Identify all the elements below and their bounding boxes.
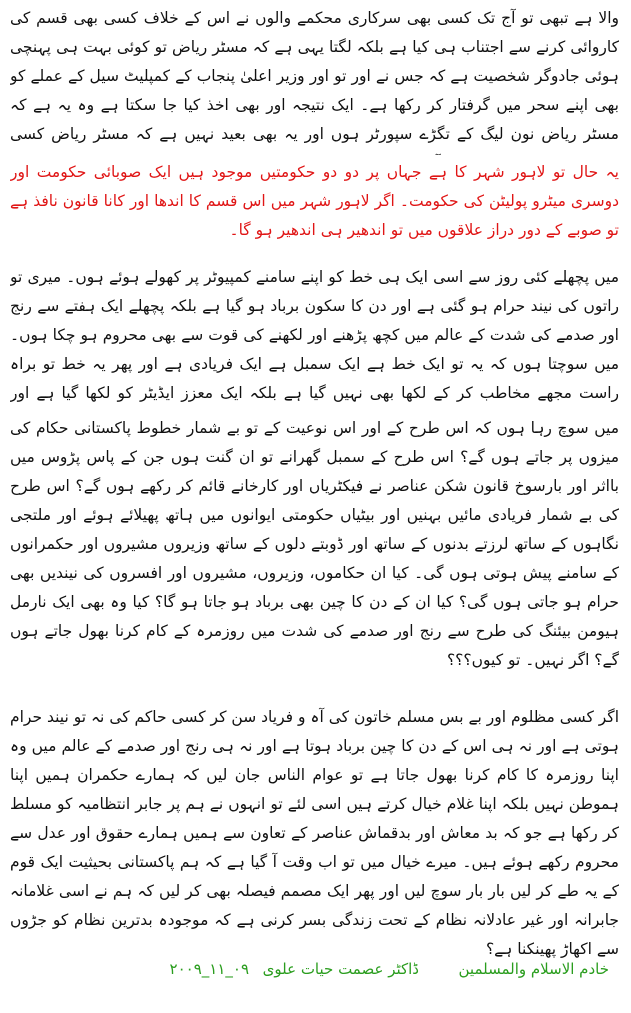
signature-line <box>92 960 631 986</box>
highlighted-paragraph: یہ حال تو لاہور شہر کا ہے جہاں پر دو دو حکومتیں موجود ہیں ایک صوبائی حکومت اور دوسری میٹرو پولیٹن کی حکومت۔ اگر لاہور شہر میں اس قسم کا اندھا اور کانا قانون نافذ ہے تو صوبے کے دور دراز علاقوں میں تو اندھیر ہی اندھیر ہو گا۔ <box>10 163 619 239</box>
paragraph-5: اگر کسی مظلوم اور بے بس مسلم خاتون کی آہ و فریاد سن کر کسی حاکم کی نہ تو نیند حرام ہوتی ہے اور نہ ہی اس کے دن کا چین برباد ہوتا ہے اور نہ ہی رنج اور صدمے کے عالم میں وہ اپنا روزمرہ کا کام کرنا بھول جاتا ہے تو عوام الناس جان لیں کہ ہمارے حکمران ہمیں اپنا ہموطن نہیں بلکہ اپنا غلام خیال کرتے ہیں اسی لئے تو انہوں نے ہم پر جابر انتظامیہ کو مسلط کر رکھا ہے جو کہ بد معاش اور بدقماش عناصر کے تعاون سے ہمیں ہمارے حقوق اور عدل سے محروم رکھے ہوئے ہیں۔ میرے خیال میں تو اب وقت آ گیا ہے کہ ہم پاکستانی بحیثیت ایک قوم کے یہ طے کر لیں بار بار سوچ لیں اور پھر ایک مصمم فیصلہ بھی کر لیں کہ ہم نے اسی غلامانہ جابرانہ اور غیر عادلانہ نظام کے تحت زندگی بسر کرنی ہے کہ موجودہ بدترین نظام کو جڑوں سے اکھاڑ پھینکنا ہے؟ <box>10 708 619 958</box>
paragraph-3: میں پچھلے کئی روز سے اسی ایک ہی خط کو اپنے سامنے کمپیوٹر پر کھولے ہوئے ہوں۔ میری تو راتوں کی نیند حرام ہو گئی ہے اور دن کا سکون برباد ہو گیا ہے بلکہ پچھلے ایک ہفتے سے رنج اور صدمے کی شدت کے عالم میں کچھ پڑھنے اور لکھنے کی قوت سے بھی محروم ہو چکا ہوں۔ میں سوچتا ہوں کہ یہ تو ایک خط ہے ایک سمبل ہے ایک فریادی ہے اور پھر یہ خط تو براہ راست مجھے مخاطب کر کے لکھا بھی نہیں گیا ہے بلکہ ایک معزز ایڈیٹر کو لکھا گیا ہے اور <box>10 268 619 402</box>
paragraph-1: والا ہے تبھی تو آج تک کسی بھی سرکاری محکمے والوں نے اس کے خلاف کسی بھی قسم کی کاروائی کرنے سے اجتناب ہی کیا ہے بلکہ لگتا یہی ہے کہ مسٹر ریاض تو کوئی بہت ہی پہنچی ہوئی جادوگر شخصیت ہے کہ جس نے اور تو اور وزیر اعلیٰ پنجاب کے کمپلیٹ سیل کے عملے کو بھی اپنے سحر میں گرفتار کر رکھا ہے۔ ایک نتیجہ اور بھی اخذ کیا جا سکتا ہے وہ یہ ہے کہ مسٹر ریاض نون لیگ کے تگڑے سپورٹر ہوں اور یہ بھی بعید نہیں ہے کہ مسٹر ریاض کسی <box>10 9 619 143</box>
signature-date: ۲۰۰۹_۱۱_۰۹ <box>169 960 249 978</box>
paragraph-4: میں سوچ رہا ہوں کہ اس طرح کے اور اس نوعیت کے تو بے شمار خطوط پاکستانی حکام کی میزوں پر جاتے ہوں گے؟ اس طرح کے سمبل گھرانے تو ان گنت ہوں جن کے پاس پڑوس میں بااثر اور بارسوخ قانون شکن عناصر نے فیکٹریاں اور کارخانے قائم کر رکھے ہوں گے؟ اس طرح کی بے شمار فریادی مائیں بہنیں اور بیٹیاں حکومتی ایوانوں میں ہاتھ پھیلائے ہوئے اور ملتجی نگاہوں کے ساتھ لرزتے بدنوں کے ساتھ اور ڈوبتے دلوں کے ساتھ وزیروں مشیروں اور حکمرانوں کے سامنے پیش ہوتی ہوں گی۔ کیا ان حکاموں، وزیروں، مشیروں اور افسروں کی نیندیں بھی حرام ہو جاتی ہوں گی؟ کیا ان کے دن کا چین بھی برباد ہو جاتا ہو گا؟ کیا وہ بھی ایک نارمل ہیومن بیئنگ کی طرح سے رنج اور صدمے کی شدت میں روزمرہ کے کام کرنا بھول جاتے ہوں گے؟ اگر نہیں۔ تو کیوں؟؟؟ <box>10 419 619 669</box>
author-name: ڈاکٹر عصمت حیات علوی <box>262 960 419 978</box>
signature-title: خادم الاسلام والمسلمین <box>458 960 609 978</box>
